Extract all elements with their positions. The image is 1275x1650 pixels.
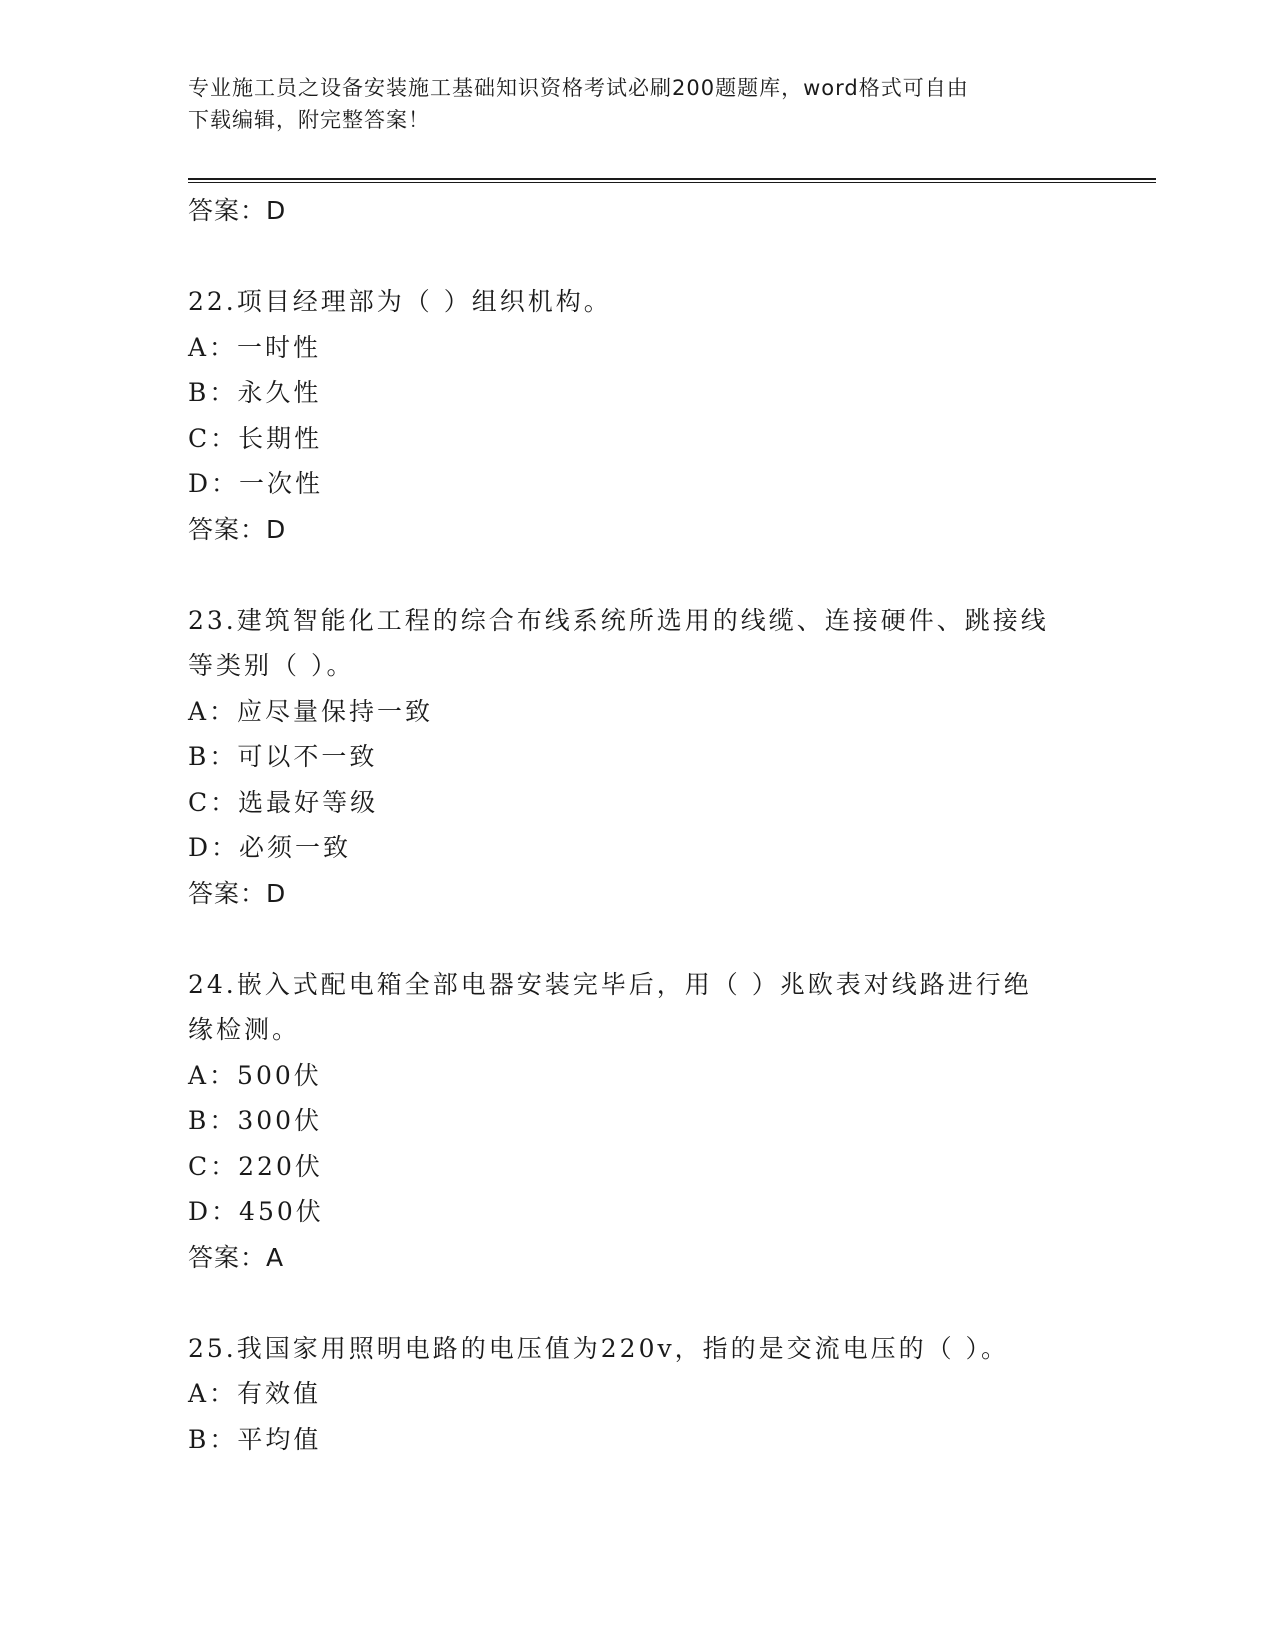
header-line-2: 下载编辑，附完整答案！ <box>188 108 430 132</box>
option-a: A：500伏 <box>188 1060 322 1090</box>
previous-answer: 答案：D <box>188 196 287 225</box>
option-c: C：长期性 <box>188 423 323 453</box>
option-a: A：一时性 <box>188 332 322 362</box>
question-24 <box>188 962 1088 1281</box>
answer: 答案：D <box>188 878 287 908</box>
question-25 <box>188 1326 1088 1463</box>
spacer <box>188 234 1088 280</box>
option-a: A：有效值 <box>188 1379 322 1408</box>
spacer <box>188 1280 1088 1326</box>
header-divider <box>188 178 1156 183</box>
question-stem: 23.建筑智能化工程的综合布线系统所选用的线缆、连接硬件、跳接线 <box>188 605 1049 635</box>
question-stem-continued: 等类别（ ）。 <box>188 651 355 680</box>
option-d: D：必须一致 <box>188 833 352 862</box>
option-b: B：平均值 <box>188 1424 322 1454</box>
option-c: C：选最好等级 <box>188 787 379 817</box>
question-stem-continued: 缘检测。 <box>188 1015 301 1044</box>
option-d: D：一次性 <box>188 469 324 498</box>
page-header <box>188 72 1068 136</box>
question-stem: 22.项目经理部为（ ）组织机构。 <box>188 287 612 316</box>
option-a: A：应尽量保持一致 <box>188 696 434 726</box>
option-d: D：450伏 <box>188 1197 324 1226</box>
spacer <box>188 552 1088 598</box>
header-line-1: 专业施工员之设备安装施工基础知识资格考试必刷200题题库，word格式可自由 <box>188 76 969 100</box>
option-b: B：永久性 <box>188 378 322 407</box>
question-stem: 24.嵌入式配电箱全部电器安装完毕后，用（ ）兆欧表对线路进行绝 <box>188 969 1032 999</box>
answer: 答案：D <box>188 514 287 544</box>
question-23 <box>188 598 1088 917</box>
question-list <box>188 188 1088 1462</box>
option-b: B：可以不一致 <box>188 742 378 771</box>
option-c: C：220伏 <box>188 1151 323 1181</box>
question-22 <box>188 279 1088 552</box>
spacer <box>188 916 1088 962</box>
question-stem: 25.我国家用照明电路的电压值为220v，指的是交流电压的（ ）。 <box>188 1333 1010 1363</box>
option-b: B：300伏 <box>188 1106 323 1135</box>
answer: 答案：A <box>188 1242 285 1272</box>
